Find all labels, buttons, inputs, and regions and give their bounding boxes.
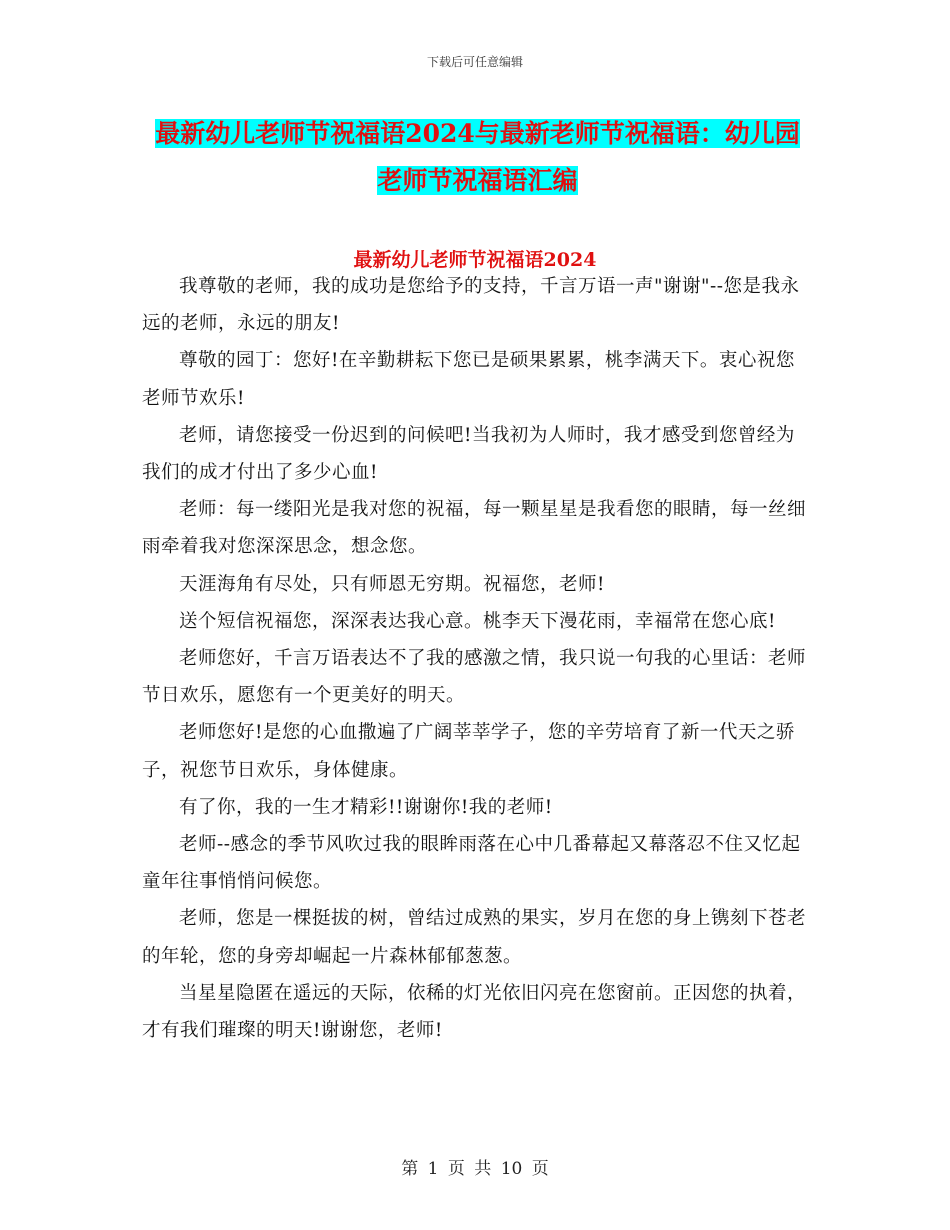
body-text bbox=[142, 268, 810, 1049]
document-title-text: 最新幼儿老师节祝福语2024与最新老师节祝福语：幼儿园老师节祝福语汇编 bbox=[155, 119, 800, 195]
paragraph: 送个短信祝福您，深深表达我心意。桃李天下漫花雨，幸福常在您心底! bbox=[179, 610, 776, 632]
paragraph: 有了你，我的一生才精彩!!谢谢你!我的老师! bbox=[179, 796, 553, 818]
paragraph: 老师，请您接受一份迟到的问候吧!当我初为人师时，我才感受到您曾经为我们的成才付出了多少心血! bbox=[142, 424, 795, 484]
paragraph: 天涯海角有尽处，只有师恩无穷期。祝福您，老师! bbox=[179, 573, 605, 595]
paragraph: 老师您好!是您的心血撒遍了广阔莘莘学子，您的辛劳培育了新一代天之骄子，祝您节日欢乐，身体健康。 bbox=[142, 722, 795, 781]
section-title: 最新幼儿老师节祝福语2024 bbox=[353, 249, 597, 271]
document-title bbox=[145, 110, 810, 204]
paragraph: 老师您好，千言万语表达不了我的感激之情，我只说一句我的心里话：老师节日欢乐，愿您有一个更美好的明天。 bbox=[142, 648, 807, 707]
paragraph: 尊敬的园丁：您好!在辛勤耕耘下您已是硕果累累，桃李满天下。衷心祝您老师节欢乐! bbox=[142, 350, 795, 409]
paragraph: 老师：每一缕阳光是我对您的祝福，每一颗星星是我看您的眼睛，每一丝细雨牵着我对您深深思念，想念您。 bbox=[142, 499, 807, 558]
header-note: 下载后可任意编辑 bbox=[426, 55, 523, 69]
paragraph: 当星星隐匿在遥远的天际，依稀的灯光依旧闪亮在您窗前。正因您的执着，才有我们璀璨的明天!谢谢您，老师! bbox=[142, 982, 807, 1042]
page-number: 第 1 页 共 10 页 bbox=[401, 1159, 549, 1179]
paragraph: 老师，您是一棵挺拔的树，曾结过成熟的果实，岁月在您的身上镌刻下苍老的年轮，您的身旁却崛起一片森林郁郁葱葱。 bbox=[142, 908, 807, 967]
paragraph: 老师--感念的季节风吹过我的眼眸雨落在心中几番幕起又幕落忍不住又忆起童年往事悄悄问候您。 bbox=[142, 834, 801, 893]
paragraph: 我尊敬的老师，我的成功是您给予的支持，千言万语一声"谢谢"--您是我永远的老师，永远的朋友! bbox=[142, 276, 800, 335]
